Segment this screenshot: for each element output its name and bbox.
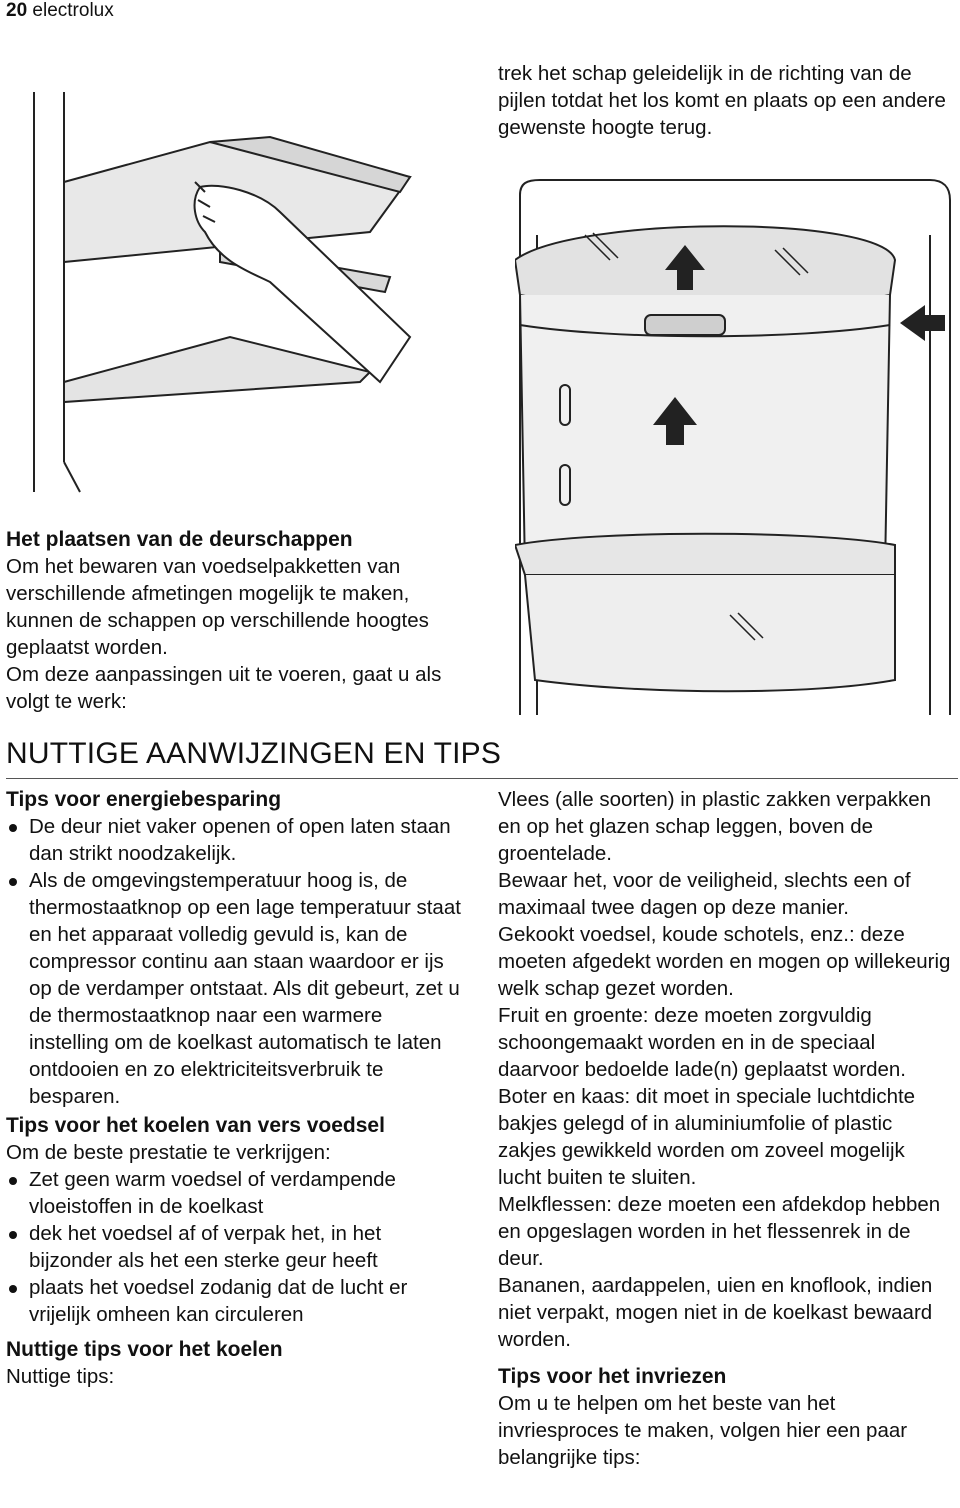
fresh-food-heading: Tips voor het koelen van vers voedsel (6, 1114, 385, 1137)
storage-tips (498, 786, 953, 1353)
tip-paragraph: Fruit en groente: deze moeten zorgvuldig schoongemaakt worden en in de speciaal daarvoor bedoelde lade(n) geplaatst worden. (498, 1004, 906, 1081)
page-number: 20 (6, 0, 28, 21)
fresh-food-intro: Om de beste prestatie te verkrijgen: (6, 1141, 331, 1164)
list-item: Zet geen warm voedsel of verdampende vloeistoffen in de koelkast (6, 1166, 466, 1220)
fresh-food-list (6, 1166, 466, 1328)
section-divider (6, 778, 958, 779)
cooling-heading: Nuttige tips voor het koelen (6, 1338, 283, 1361)
intro-text (498, 60, 953, 141)
page-header (6, 0, 114, 22)
shelf-removal-illustration (20, 82, 440, 502)
list-item: Als de omgevingstemperatuur hoog is, de thermostaatknop op een lage temperatuur staat en het apparaat volledig gevuld is, kan de compressor continu aan staan waardoor er ijs op de verdamper ontstaat. Als dit gebeurt, zet u de thermostaatknop naar een warmere instelling om de koelkast automatisch te laten ontdooien en zo elektriciteitsverbruik te besparen. (6, 867, 466, 1110)
list-item: dek het voedsel af of verpak het, in het bijzonder als het een sterke geur heeft (6, 1220, 466, 1274)
energy-list (6, 813, 466, 1110)
lower-shelf-body (525, 575, 895, 691)
tip-paragraph: Boter en kaas: dit moet in speciale luchtdichte bakjes gelegd of in aluminiumfolie of plastic zakjes gewikkeld worden om zoveel mogelijk lucht buiten te sluiten. (498, 1085, 916, 1189)
tip-paragraph: Gekookt voedsel, koude schotels, enz.: deze moeten afgedekt worden en mogen op willekeurig welk schap gezet worden. (498, 923, 951, 1000)
list-item: De deur niet vaker openen of open laten staan dan strikt noodzakelijk. (6, 813, 466, 867)
cooling-intro: Nuttige tips: (6, 1365, 115, 1388)
intro-paragraph: trek het schap geleidelijk in de richting van de pijlen totdat het los komt en plaats op een andere gewenste hoogte terug. (498, 62, 946, 139)
lower-shelf (64, 337, 370, 402)
shelf-handle (645, 315, 725, 335)
left-arrow-icon (900, 305, 945, 341)
freezing-heading: Tips voor het invriezen (498, 1365, 727, 1388)
brand-name: electrolux (32, 0, 114, 21)
tip-paragraph: Bewaar het, voor de veiligheid, slechts een of maximaal twee dagen op deze manier. (498, 869, 911, 919)
list-item: plaats het voedsel zodanig dat de lucht er vrijelijk omheen kan circuleren (6, 1274, 466, 1328)
section-title: NUTTIGE AANWIJZINGEN EN TIPS (6, 737, 502, 770)
tip-paragraph: Vlees (alle soorten) in plastic zakken verpakken en op het glazen schap leggen, boven de groentelade. (498, 788, 931, 865)
door-shelves-body: Om het bewaren van voedselpakketten van verschillende afmetingen mogelijk te maken, kunnen de schappen op verschillende hoogtes geplaatst worden. (6, 555, 429, 659)
energy-heading: Tips voor energiebesparing (6, 788, 282, 811)
door-shelves-instruction: Om deze aanpassingen uit te voeren, gaat u als volgt te werk: (6, 663, 442, 713)
tip-paragraph: Bananen, aardappelen, uien en knoflook, indien niet verpakt, mogen niet in de koelkast bewaard worden. (498, 1274, 933, 1351)
right-column (498, 786, 953, 1471)
door-shelves-section (6, 526, 466, 715)
lower-door-shelf (515, 534, 895, 575)
left-column (6, 786, 466, 1390)
door-shelf-illustration (515, 175, 955, 720)
door-shelves-heading: Het plaatsen van de deurschappen (6, 528, 353, 551)
freezing-body: Om u te helpen om het beste van het invriesproces te maken, volgen hier een paar belangrijke tips: (498, 1392, 908, 1469)
upper-door-shelf (515, 226, 895, 306)
tip-paragraph: Melkflessen: deze moeten een afdekdop hebben en opgeslagen worden in het flessenrek in de deur. (498, 1193, 941, 1270)
